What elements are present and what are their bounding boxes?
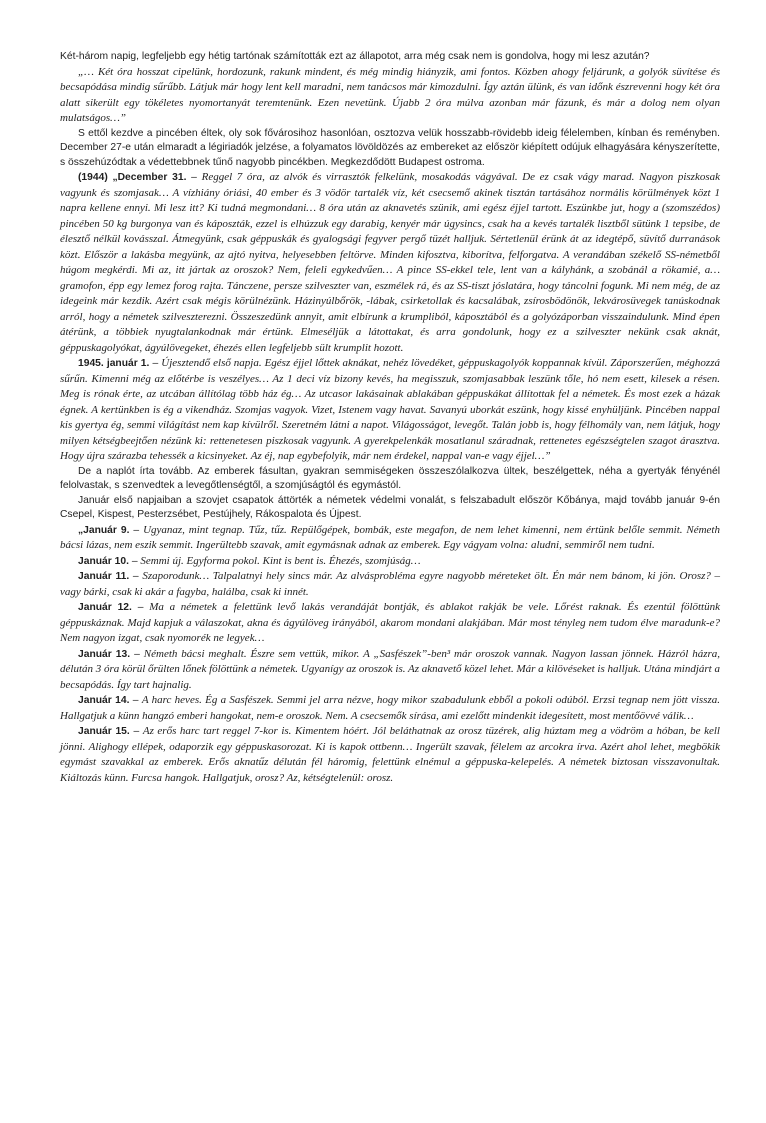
- paragraph: [60, 465, 720, 494]
- text-run: S ettől kezdve a pincében éltek, oly sok fővárosihoz hasonlóan, osztozva velük hosszabb-rövidebb ideig félelemben, kínban és reményben. December 27-e után elmaradt a légiriadók jelzése, a folyamatos lövöldözés az embereket az először kiépített odújuk elhagyására kényszerítette, s összehúzódtak a védettebbnek tűnő nagyobb pincékben. Megkezdődött Budapest ostroma.: [60, 127, 720, 168]
- entry-date: Január 14.: [78, 695, 130, 706]
- text-run: Semmi új. Egyforma pokol. Kint is bent is. Éhezés, szomjúság…: [140, 554, 421, 567]
- paragraph: [60, 724, 720, 786]
- entry-date: Január 10.: [78, 555, 129, 567]
- paragraph: [60, 50, 720, 65]
- entry-date: Január 11.: [78, 571, 130, 582]
- document-body: [60, 50, 720, 786]
- text-run: –: [149, 358, 162, 369]
- entry-date: „Január 9.: [78, 524, 130, 536]
- text-run: De a naplót írta tovább. Az emberek fásultan, gyakran semmiségeken összeszólalkozva ültek, beszélgettek, néha a gyertyák fényénél felolvastak, s szenvedtek a levegőtlenségtől, a szomjúságtól és egymástól.: [60, 465, 720, 491]
- paragraph: [60, 65, 720, 127]
- entry-date: (1944) „December 31.: [78, 172, 187, 183]
- text-run: Az erős harc tart reggel 7-kor is. Kimentem hóért. Jól beláthatnak az orosz tüzérek, alig húztam meg a vödröm a hóban, be kell jönni. Alighogy ellépek, odaporzik egy géppuskasorozat. Ki is kapok ottbenn… Ingerült szavak, félelem az arcokra írva. Azért ahol lehet, megbökik egymást szavakkal az emberek. Erős aknatűz délután fél háromig, felettünk elnémul a géppuska-kelepelés. A németek biztosan visszavonultak. Kiáltozás künn. Furcsa hangok. Hallgatjuk, orosz? Az, kétségtelenül: orosz.: [60, 725, 720, 784]
- text-run: Újesztendő első napja. Egész éjjel lőttek aknákat, nehéz lövedéket, géppuskagolyók koppannak kívül. Záporszerűen, méghozzá sűrűn. Kimenni még az előtérbe is veszélyes… Az 1 deci víz bizony kevés, ha megisszuk, szomjasabbak leszünk tőle, hó nem esett, kilesek a résen. Meg is rónak érte, az utcában állítólag több ház ég… Az utcasor lakásainak ablakában géppuskákat állítottak fel a németek. És most ezek a házak égnek. A kertünkben is ég a vikendház. Szomjas vagyok. Vizet, Istenem vagy havat. Savanyú uborkát eszünk, hogy kissé enyhüljünk. Pincében nappal kis gyertya ég, semmi világítást nem kap kívülről. Szeretném látni a napot. Világosságot, levegőt. Talán jobb is, hogy félhomály van, nem látjuk, hogy milyen kétségbeejtően nézünk ki: rettenetesen piszkosak vagyunk. A gyerekpelenkák mosatlanul száradnak, rettenetes egészségtelen szagot árasztva. Hogy újra szárazba tehessék a kicsinyeket. Az éj, nap egybefolyik, már nem érdekel, nappal van-e vagy éjjel…”: [60, 357, 720, 462]
- paragraph: [60, 170, 720, 356]
- paragraph: [60, 569, 720, 600]
- entry-date: Január 13.: [78, 648, 131, 660]
- text-run: –: [129, 524, 144, 536]
- text-run: –: [186, 172, 202, 183]
- paragraph: [60, 356, 720, 465]
- paragraph: [60, 647, 720, 694]
- paragraph: [60, 554, 720, 570]
- text-run: –: [129, 695, 142, 706]
- text-run: –: [129, 571, 143, 582]
- text-run: –: [129, 726, 143, 737]
- paragraph: [60, 600, 720, 647]
- text-run: –: [130, 648, 144, 660]
- text-run: Németh bácsi meghalt. Észre sem vettük, mikor. A „Sasfészek”-ben³ már oroszok vannak. Nagyon lassan jönnek. Házról házra, délután 3 óra körül őrülten lőnek fölöttünk a németek. Ugyanígy az oroszok is. Az aknavető közel lehet. Már a kilövéseket is halljuk. Utána mindjárt a becsapódás. Így tart hajnalig.: [60, 647, 720, 691]
- paragraph: [60, 693, 720, 724]
- text-run: Ma a németek a felettünk levő lakás verandáját bontják, és ablakot rakják be vele. Lőrést raknak. És ezentúl fölöttünk géppuskáznak. Majd kapjuk a válaszokat, akna és ágyúlöveg irányából, akarom mondani alakjában. Már most tényleg nem tudom élve maradunk-e? Nem nagyon izgat, csak nyomorék ne legyek…: [60, 601, 720, 644]
- entry-date: Január 12.: [78, 602, 132, 613]
- entry-date: Január 15.: [78, 726, 130, 737]
- text-run: Két-három napig, legfeljebb egy hétig tartónak számították ezt az állapotot, arra még csak nem is gondolva, hogy mi lesz azután?: [60, 51, 650, 62]
- paragraph: [60, 494, 720, 523]
- text-run: A harc heves. Ég a Sasfészek. Semmi jel arra nézve, hogy mikor szabadulunk ebből a pokoli odúból. Erzsi tegnap nem jött vissza. Hallgatjuk a künn hangzó emberi hangokat, nem-e oroszok. Nem. A csecsemők sírása, ami ezelőtt mindenkit idegesített, most mentőövvé válik…: [60, 694, 720, 722]
- text-run: Január első napjaiban a szovjet csapatok áttörték a németek védelmi vonalát, s felszabadult először Kőbánya, majd tovább január 9-én Csepel, Kispest, Pesterzsébet, Pestújhely, Rákospalota és Újpest.: [60, 494, 720, 520]
- text-run: –: [131, 602, 150, 613]
- paragraph: [60, 523, 720, 554]
- text-run: Szaporodunk… Talpalatnyi hely sincs már. Az alvásprobléma egyre nagyobb méreteket ölt. Én már nem bánom, ki jön. Orosz? – vagy bárki, csak ki akár a fagyba, halálba, csak ki innét.: [60, 570, 720, 598]
- text-run: –: [128, 555, 141, 567]
- text-run: Reggel 7 óra, az alvók és virrasztók felkelünk, mosakodás vágyával. De ez csak vágy marad. Nagyon piszkosak vagyunk és szomjasak… A vízhiány óriási, 40 ember és 3 vödör tartalék víz, két csecsemő akinek tisztán tartásához normális körülmények közt 1 napra kellene ennyi. Mi lesz itt? Ki tudná megmondani… 8 óra után az aknavetés szünik, ami egész éjjel tartott. Eszünkbe jut, hogy a (szomszédos) pincében 50 kg burgonya van és káposzták, ezzel is elhúzzuk egy darabig, kenyér már úgysincs, csak ha a kevés tartalék lisztből sütünk 1 tepsibe, de élesztő nélkül kovásszal. Átmegyünk, csak géppuskák és gyalogsági fegyver pergő tüzét halljuk. Sértetlenül érünk át az idegtépő, süvítő durranások közt. Először a lakásba megyünk, az ajtó nyitva, helyesebben feltörve. Minden kifosztva, kiborítva, felforgatva. A verandában székelő SS-németből húgom megkérdi. Mi az, itt jártak az oroszok? Nem, feleli egykedvűen… A pince SS-ekkel tele, lent van a kályhánk, a szobánál a rökamié, a… gramofon, épp egy lemez forog rajta. Tánczene, persze szilveszter van, eszmélek rá, és az SS-tiszt jóslatára, hogy táncolni fogunk. Mi nem még, de az idegeink már kezdik. Azért csak mégis körülnézünk. Házinyúlbőrök, -lábak, csirketollak és kacsalábak, zsírosbödönök, lekvárosüvegek tanúskodnak arról, hogy a németek szilveszterezni. Összeszedünk annyit, amit elbírunk a krumpliból, káposztából és a golyózáporban visszaindulunk. Mind épen átérünk, a többiek nyugtalankodnak már értünk. Elmeséljük a látottakat, és arra gondolunk, hogy ez a szilveszter nekünk csak aknát, géppuskagolyókat, ágyúlövegeket, éhezés ellen legfeljebb sült krumplit hozott.: [60, 171, 721, 354]
- text-run: „… Két óra hosszat cipelünk, hordozunk, rakunk mindent, és még mindig hiányzik, ami fontos. Közben ahogy feljárunk, a golyók süvítése és becsapódása mindig sűrűbb. Látjuk már hogy lent kell maradni, nem tanácsos már kimozdulni. Így aztán ülünk, és van időnk észrevenni hogy két óra alatt sikerült egy tökéletes nyomortanyát teremtenünk. Ezen nevetünk. Újabb 2 óra múlva azonban már fázunk, és már a dolog nem olyan mulatságos…”: [60, 65, 720, 124]
- text-run: Ugyanaz, mint tegnap. Tűz, tűz. Repülőgépek, bombák, este megafon, de nem lehet kimenni, nem értünk belőle semmit. Németh bácsi lázas, nem eszik semmit. Ingerültebb szavak, amit egymásnak adnak az emberek. Egy vágyam volna: aludni, semmiről nem tudni.: [60, 523, 720, 551]
- paragraph: [60, 127, 720, 171]
- entry-date: 1945. január 1.: [78, 358, 150, 369]
